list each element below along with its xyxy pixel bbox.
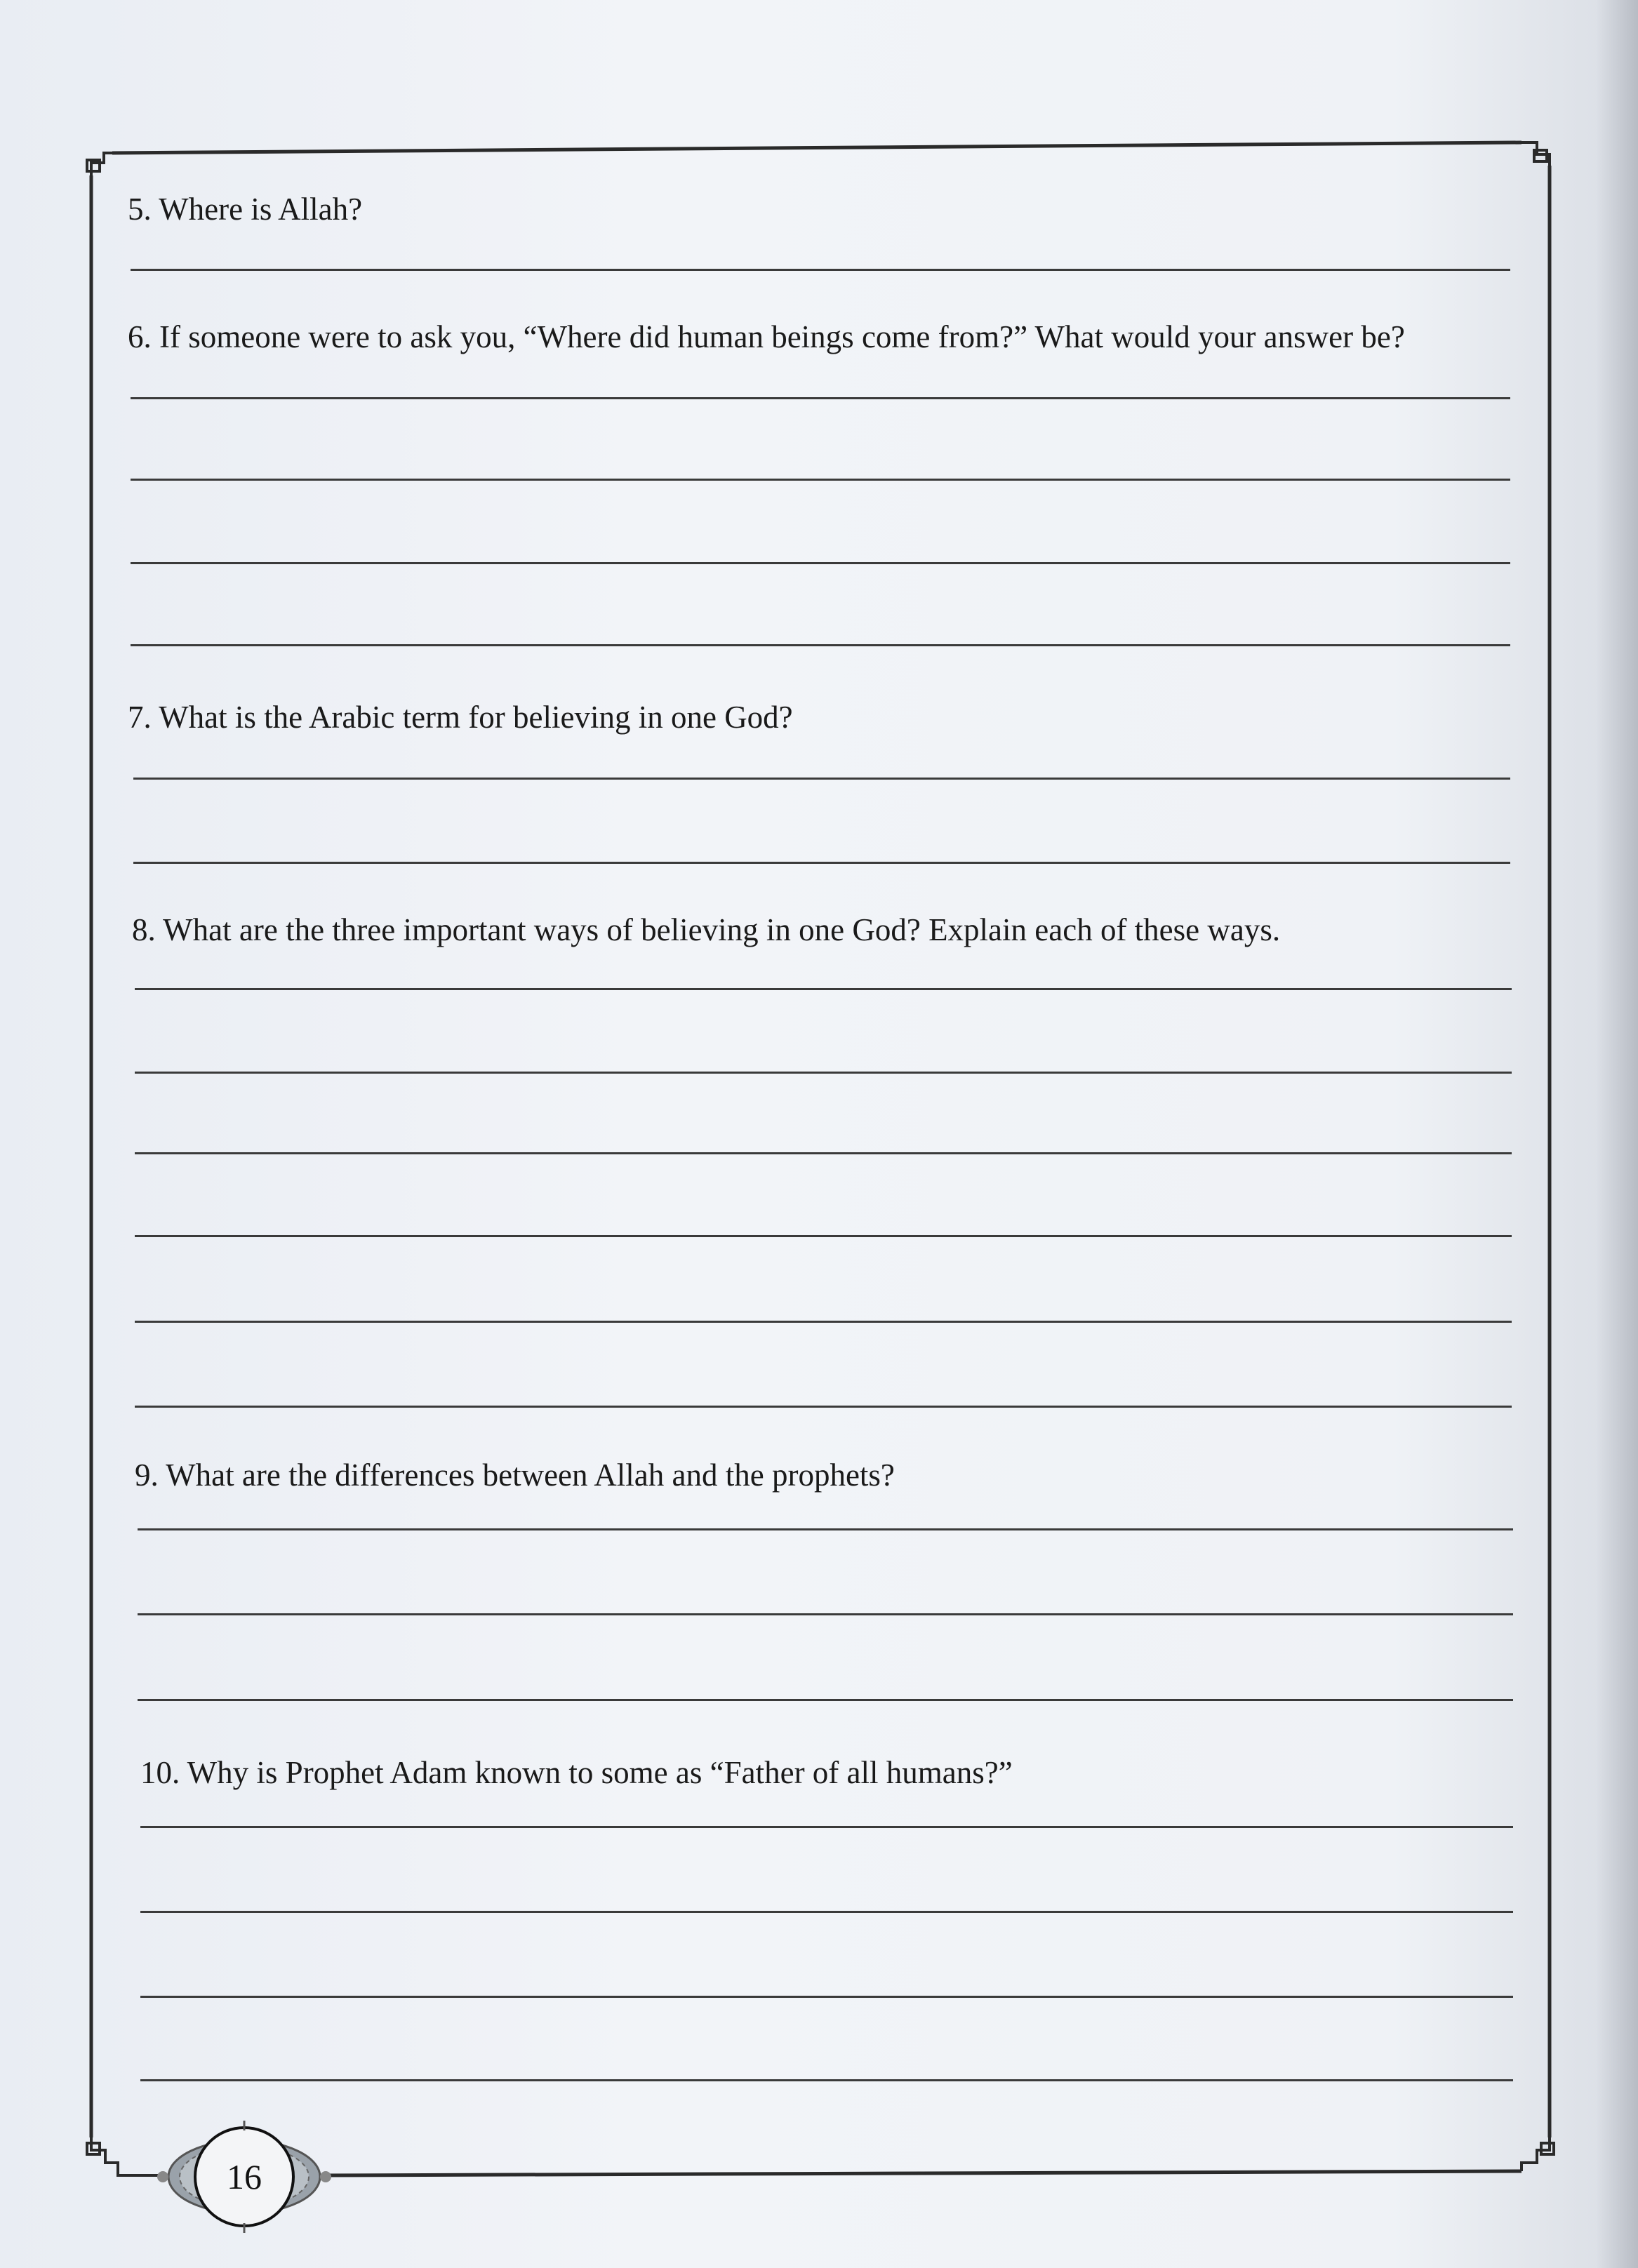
question-10: 10. Why is Prophet Adam known to some as “Father of all humans?”: [140, 1755, 1013, 1790]
answer-line[interactable]: [135, 1321, 1512, 1323]
page-number: 16: [227, 2157, 262, 2196]
question-9: 9. What are the differences between Allah and the prophets?: [135, 1457, 895, 1493]
answer-line[interactable]: [131, 644, 1510, 646]
answer-line[interactable]: [140, 1996, 1513, 1998]
answer-line[interactable]: [131, 479, 1510, 481]
answer-line[interactable]: [135, 1152, 1512, 1154]
answer-line[interactable]: [138, 1528, 1513, 1530]
answer-line[interactable]: [140, 1911, 1513, 1913]
corner-ornament-top-right: [1522, 142, 1550, 166]
question-7: 7. What is the Arabic term for believing in one God?: [128, 700, 793, 735]
answer-line[interactable]: [140, 2079, 1513, 2081]
answer-line[interactable]: [135, 1235, 1512, 1237]
answer-line[interactable]: [131, 269, 1510, 271]
answer-line[interactable]: [138, 1613, 1513, 1615]
corner-ornament-top-left: [87, 153, 112, 175]
question-5: 5. Where is Allah?: [128, 192, 363, 227]
answer-line[interactable]: [131, 562, 1510, 564]
corner-ornament-bottom-right: [1522, 2137, 1554, 2171]
answer-line[interactable]: [133, 778, 1510, 780]
answer-line[interactable]: [133, 862, 1510, 864]
answer-line[interactable]: [131, 397, 1510, 399]
corner-ornament-bottom-left: [87, 2137, 175, 2175]
answer-line[interactable]: [135, 1072, 1512, 1074]
answer-line[interactable]: [135, 1406, 1512, 1408]
question-8: 8. What are the three important ways of believing in one God? Explain each of these ways.: [132, 912, 1281, 947]
answer-line[interactable]: [135, 988, 1512, 990]
answer-line[interactable]: [138, 1699, 1513, 1701]
question-6: 6. If someone were to ask you, “Where did human beings come from?” What would your answer be?: [128, 319, 1405, 354]
answer-line[interactable]: [140, 1826, 1513, 1828]
